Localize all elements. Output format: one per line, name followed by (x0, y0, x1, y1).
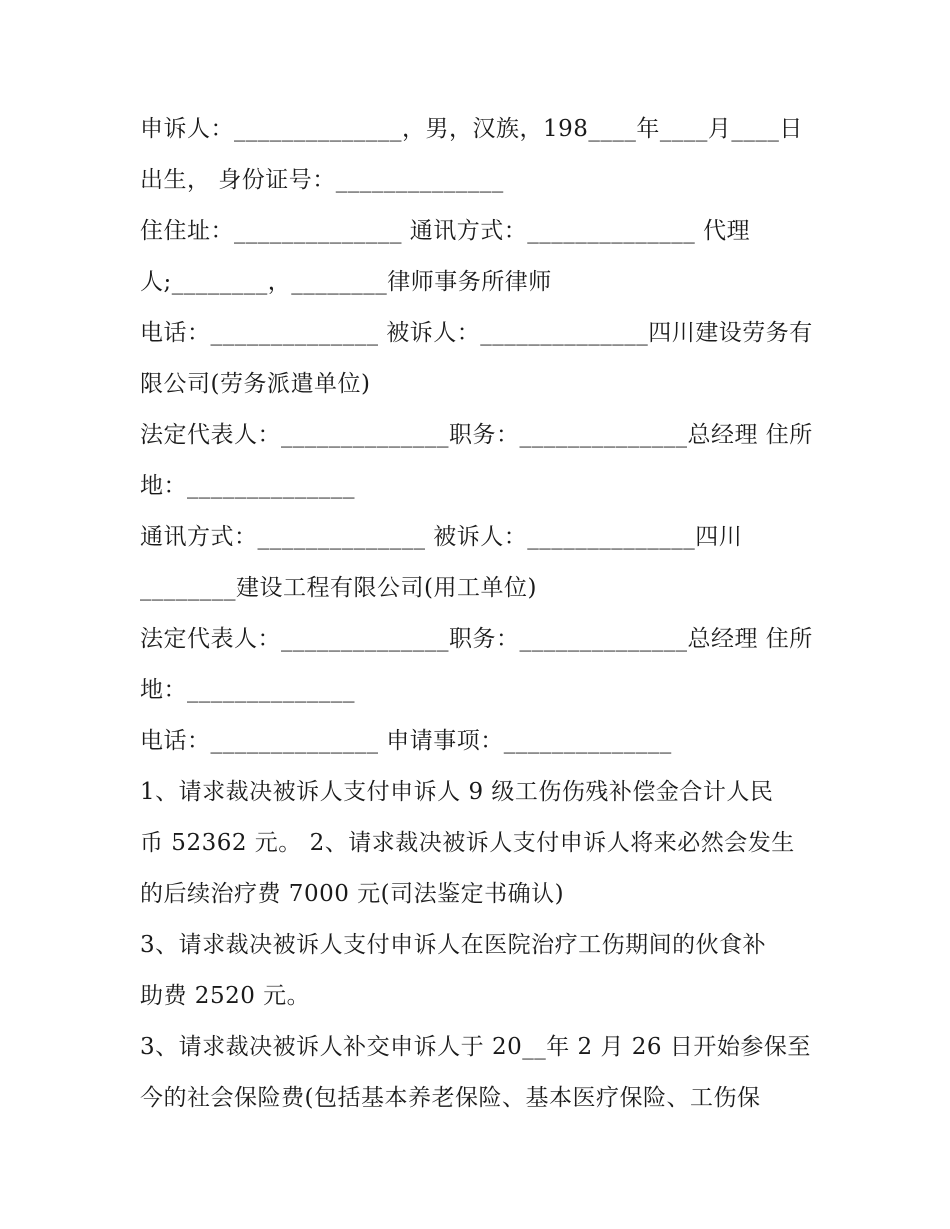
text-line: 3、请求裁决被诉人补交申诉人于 20__年 2 月 26 日开始参保至 (140, 1034, 811, 1060)
text-line: 的后续治疗费 7000 元(司法鉴定书确认) (140, 881, 565, 907)
text-line: 人;________，________律师事务所律师 (140, 269, 552, 295)
text-line: 电话：______________ 被诉人：______________四川建设劳务有 (140, 320, 813, 346)
text-line: 地：______________ (140, 473, 355, 499)
text-line: 币 52362 元。 2、请求裁决被诉人支付申诉人将来必然会发生 (140, 830, 795, 856)
text-line: 法定代表人：______________职务：______________总经理 住所 (140, 626, 813, 652)
text-line: 申诉人：______________，男，汉族，198____年____月____日 (140, 116, 803, 142)
text-line: 法定代表人：______________职务：______________总经理 住所 (140, 422, 813, 448)
text-line: 今的社会保险费(包括基本养老保险、基本医疗保险、工伤保 (140, 1085, 761, 1111)
text-line: 出生， 身份证号：______________ (140, 167, 504, 193)
text-line: ________建设工程有限公司(用工单位) (140, 575, 537, 601)
text-line: 通讯方式：______________ 被诉人：______________四川 (140, 524, 743, 550)
text-line: 地：______________ (140, 677, 355, 703)
text-line: 3、请求裁决被诉人支付申诉人在医院治疗工伤期间的伙食补 (140, 932, 767, 958)
document-body (140, 104, 820, 1124)
text-line: 1、请求裁决被诉人支付申诉人 9 级工伤伤残补偿金合计人民 (140, 779, 774, 805)
text-line: 限公司(劳务派遣单位) (140, 371, 371, 397)
text-line: 电话：______________ 申请事项：______________ (140, 728, 672, 754)
text-line: 住住址：______________ 通讯方式：______________ 代理 (140, 218, 751, 244)
text-line: 助费 2520 元。 (140, 983, 311, 1009)
